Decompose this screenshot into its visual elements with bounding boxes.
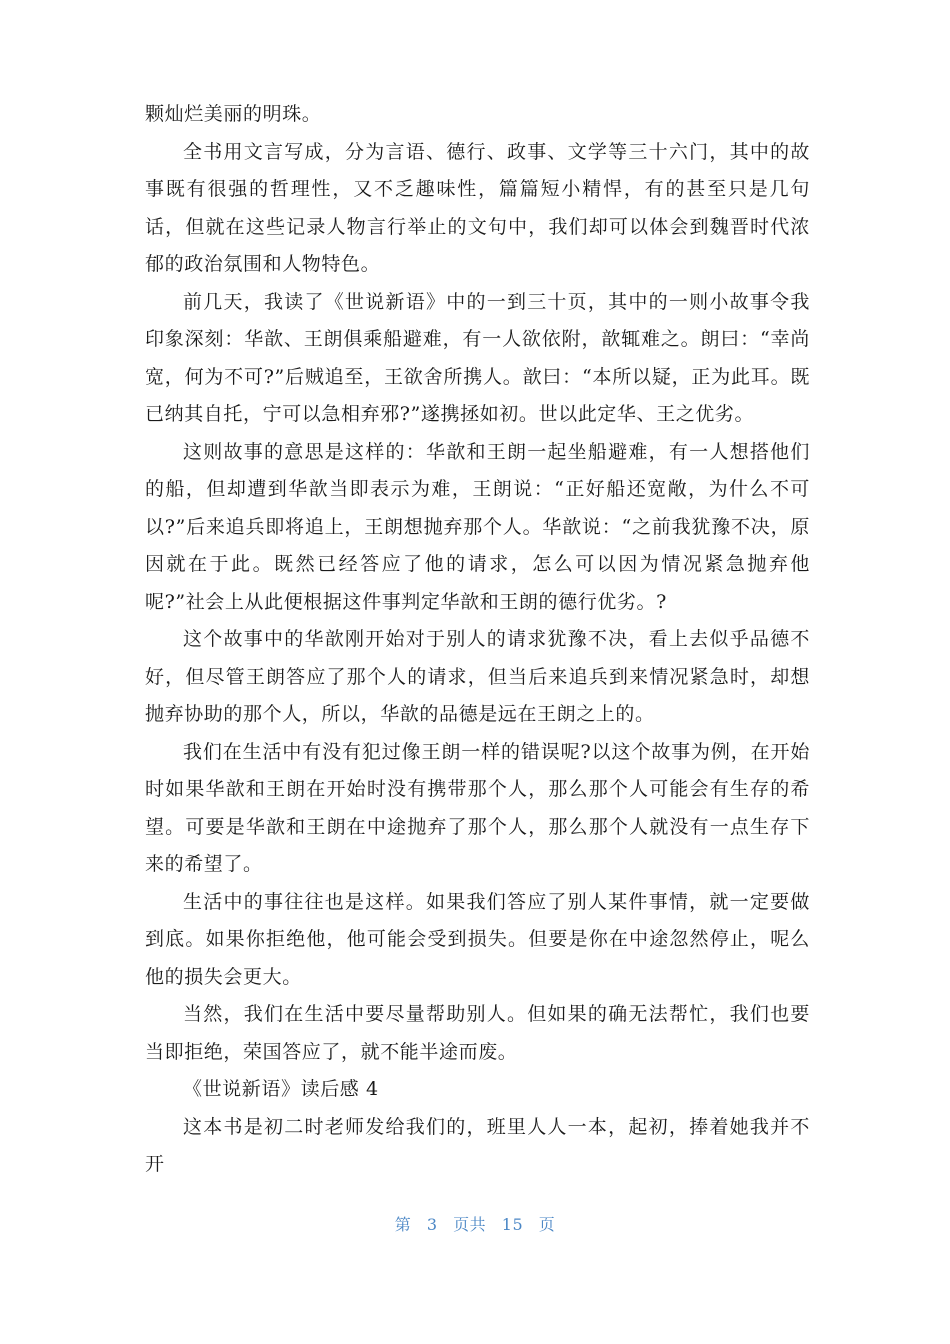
paragraph-book-overview: 全书用文言写成，分为言语、德行、政事、文学等三十六门，其中的故事既有很强的哲理性，又不乏趣味性，篇篇短小精悍，有的甚至只是几句话，但就在这些记录人物言行举止的文句中，我们却可以体会到魏晋时代浓郁的政治氛围和人物特色。 xyxy=(145,140,810,275)
footer-page-number: 3 xyxy=(426,1215,438,1234)
section-heading: 《世说新语》读后感 4 xyxy=(183,1078,379,1100)
document-body xyxy=(145,96,810,1184)
footer-di: 第 xyxy=(394,1215,412,1234)
paragraph-analysis: 这个故事中的华歆刚开始对于别人的请求犹豫不决，看上去似乎品德不好，但尽管王朗答应了那个人的请求，但当后来追兵到来情况紧急时，却想抛弃协助的那个人，所以，华歆的品德是远在王朗之上的。 xyxy=(145,628,810,725)
paragraph-life-lesson: 生活中的事往往也是这样。如果我们答应了别人某件事情，就一定要做到底。如果你拒绝他，他可能会受到损失。但要是你在中途忽然停止，呢么他的损失会更大。 xyxy=(145,890,810,988)
paragraph-story-original: 前几天，我读了《世说新语》中的一到三十页，其中的一则小故事令我印象深刻：华歆、王朗俱乘船避难，有一人欲依附，歆辄难之。朗曰：“幸尚宽，何为不可?”后贼追至，王欲舍所携人。歆曰：“本所以疑，正为此耳。既已纳其自托，宁可以急相弃邪?”遂携拯如初。世以此定华、王之优劣。 xyxy=(145,290,810,425)
paragraph-new-section: 这本书是初二时老师发给我们的，班里人人一本，起初，捧着她我并不开 xyxy=(145,1115,810,1175)
footer-ye: 页 xyxy=(538,1215,556,1234)
page-footer xyxy=(0,1212,950,1235)
paragraph-continuation: 颗灿烂美丽的明珠。 xyxy=(145,103,322,125)
footer-ye-gong: 页共 xyxy=(453,1215,487,1234)
paragraph-reflection: 我们在生活中有没有犯过像王朗一样的错误呢?以这个故事为例，在开始时如果华歆和王朗在开始时没有携带那个人，那么那个人可能会有生存的希望。可要是华歆和王朗在中途抛弃了那个人，那么那个人就没有一点生存下来的希望了。 xyxy=(145,740,810,875)
paragraph-conclusion: 当然，我们在生活中要尽量帮助别人。但如果的确无法帮忙，我们也要当即拒绝，荣国答应了，就不能半途而废。 xyxy=(145,1003,810,1063)
footer-total-pages: 15 xyxy=(501,1215,524,1234)
paragraph-story-meaning: 这则故事的意思是这样的：华歆和王朗一起坐船避难，有一人想搭他们的船，但却遭到华歆当即表示为难，王朗说：“正好船还宽敞，为什么不可以?”后来追兵即将追上，王朗想抛弃那个人。华歆说：“之前我犹豫不决，原因就在于此。既然已经答应了他的请求，怎么可以因为情况紧急抛弃他呢?”社会上从此便根据这件事判定华歆和王朗的德行优劣。? xyxy=(145,440,810,613)
